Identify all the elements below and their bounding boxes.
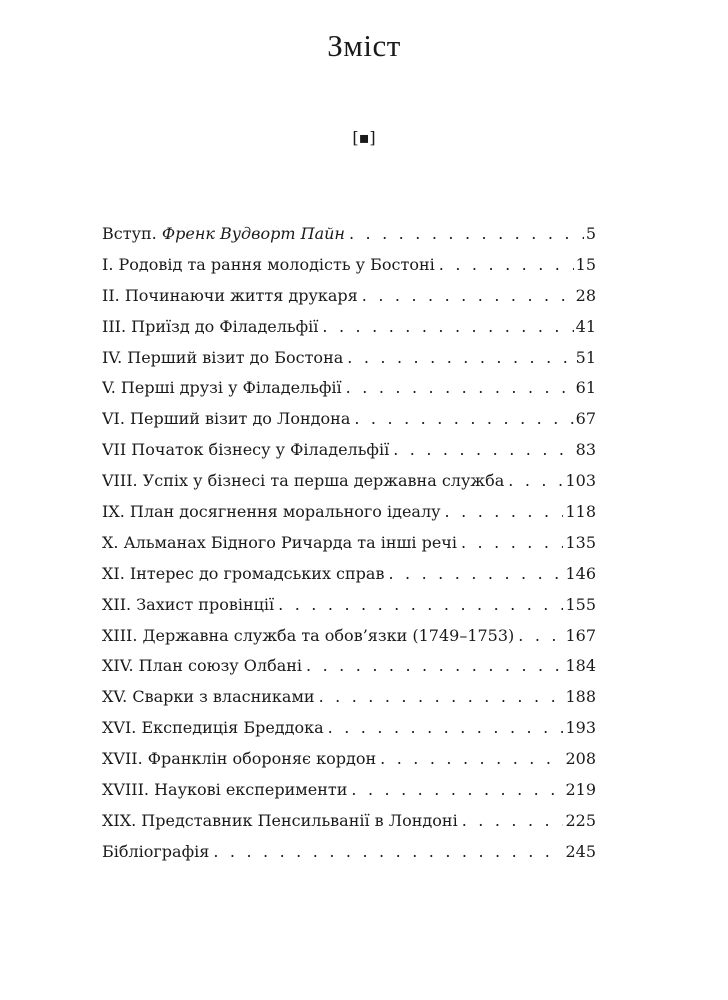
toc-page-number: 15 [575, 254, 596, 274]
toc-page-number: 118 [565, 502, 596, 522]
toc-entry-title: ІІІ. Приїзд до Філадельфії [102, 316, 319, 336]
toc-page-number: 245 [565, 841, 596, 861]
toc-entry [102, 497, 596, 528]
toc-entry [102, 651, 596, 682]
toc-page-number: 67 [575, 409, 596, 429]
toc-page-number: 167 [565, 625, 596, 645]
toc-leader-dots [319, 682, 564, 713]
table-of-contents [102, 219, 596, 868]
toc-entry-title: ІІ. Починаючи життя друкаря [102, 285, 358, 305]
toc-entry-title: ХVІІ. Франклін обороняє кордон [102, 749, 377, 769]
toc-entry-title: VІ. Перший візит до Лондона [102, 409, 351, 429]
toc-leader-dots [445, 497, 564, 528]
toc-page-number: 28 [575, 285, 596, 305]
toc-leader-dots [349, 219, 584, 250]
toc-page-number: 5 [585, 224, 596, 243]
toc-page-number: 61 [575, 378, 596, 398]
toc-page-number: 135 [565, 532, 596, 552]
toc-entry [102, 775, 596, 806]
toc-leader-dots [278, 590, 563, 621]
toc-entry [102, 373, 596, 404]
toc-entry [102, 682, 596, 713]
toc-entry [102, 404, 596, 435]
toc-entry [102, 621, 596, 652]
toc-page-number: 103 [565, 471, 596, 491]
toc-leader-dots [347, 343, 573, 374]
toc-entry-title: Х. Альманах Бідного Ричарда та інші речі [102, 532, 457, 552]
toc-leader-dots [461, 528, 563, 559]
toc-page-number: 146 [565, 563, 596, 583]
toc-entry [102, 466, 596, 497]
toc-page-number: 225 [565, 810, 596, 830]
toc-leader-dots [380, 744, 563, 775]
toc-entry [102, 281, 596, 312]
toc-entry [102, 435, 596, 466]
toc-page-number: 83 [575, 440, 596, 460]
toc-entry-title: ХVІ. Експедиція Бреддока [102, 718, 324, 738]
page-title: Зміст [327, 28, 401, 63]
toc-leader-dots [354, 404, 573, 435]
toc-entry [102, 744, 596, 775]
toc-entry-title: Бібліографія [102, 841, 210, 861]
toc-entry [102, 528, 596, 559]
toc-entry [102, 559, 596, 590]
toc-page-number: 188 [565, 687, 596, 707]
toc-page-number: 51 [575, 347, 596, 367]
toc-leader-dots [346, 373, 574, 404]
toc-entry-title: І. Родовід та рання молодість у Бостоні [102, 254, 435, 274]
ornament-divider: [▪] [352, 128, 376, 147]
toc-entry-title: ХVІІІ. Наукові експерименти [102, 780, 348, 800]
toc-leader-dots [362, 281, 574, 312]
toc-entry-title: VІІІ. Успіх у бізнесі та перша державна служба [102, 471, 505, 491]
toc-leader-dots [439, 250, 574, 281]
toc-leader-dots [393, 435, 573, 466]
toc-leader-dots [388, 559, 563, 590]
toc-leader-dots [351, 775, 563, 806]
toc-entry-title: ІV. Перший візит до Бостона [102, 347, 344, 367]
toc-entry-title: ХІХ. Представник Пенсильванії в Лондоні [102, 810, 458, 830]
toc-entry-prefix: Вступ. [102, 224, 162, 243]
toc-entry [102, 250, 596, 281]
toc-leader-dots [322, 312, 573, 343]
toc-page-number: 193 [565, 718, 596, 738]
toc-entry-title: ХІІІ. Державна служба та обов’язки (1749–1753) [102, 625, 515, 645]
toc-entry-title: ХІ. Інтерес до громадських справ [102, 563, 385, 583]
toc-entry-title: ХІV. План союзу Олбані [102, 656, 303, 676]
toc-page-number: 219 [565, 780, 596, 800]
toc-entry [102, 219, 596, 250]
toc-page-number: 41 [575, 316, 596, 336]
toc-entry [102, 590, 596, 621]
toc-page-number: 155 [565, 594, 596, 614]
toc-entry [102, 837, 596, 868]
toc-leader-dots [518, 621, 563, 652]
toc-entry-title: V. Перші друзі у Філадельфії [102, 378, 342, 398]
toc-entry-title: VІІ Початок бізнесу у Філадельфії [102, 440, 390, 460]
toc-leader-dots [306, 651, 563, 682]
toc-entry [102, 343, 596, 374]
toc-leader-dots [508, 466, 563, 497]
toc-entry-title: ІХ. План досягнення морального ідеалу [102, 502, 441, 522]
toc-entry-title: ХІІ. Захист провінції [102, 594, 275, 614]
toc-entry [102, 806, 596, 837]
toc-entry-title: ХV. Сварки з власниками [102, 687, 315, 707]
toc-entry-title [102, 219, 349, 250]
toc-entry [102, 713, 596, 744]
toc-entry-author: Френк Вудворт Пайн [161, 224, 345, 243]
toc-page-number: 208 [565, 749, 596, 769]
toc-leader-dots [213, 837, 563, 868]
toc-page-number: 184 [565, 656, 596, 676]
toc-entry [102, 312, 596, 343]
toc-leader-dots [462, 806, 564, 837]
toc-leader-dots [328, 713, 564, 744]
